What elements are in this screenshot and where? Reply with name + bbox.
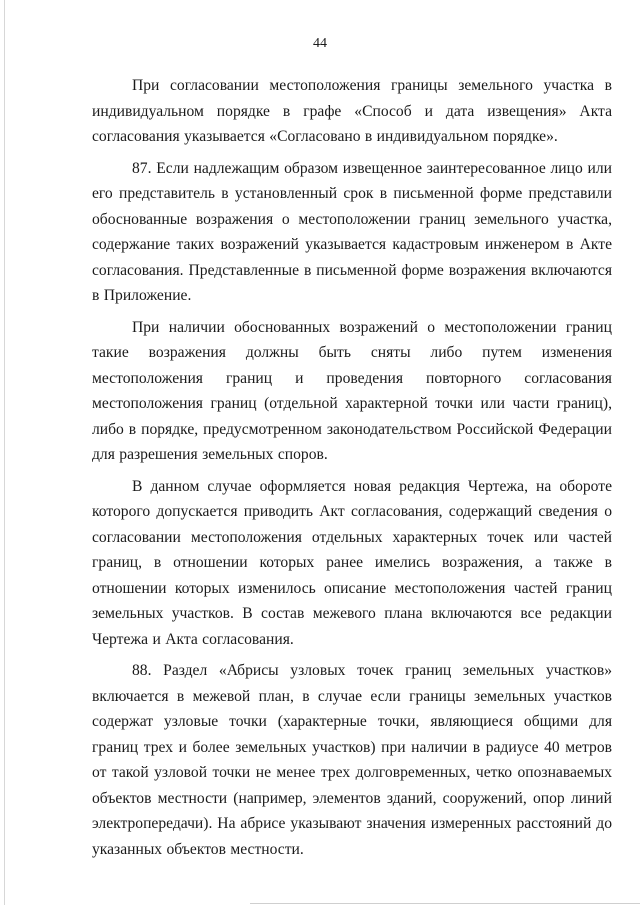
paragraph-87: 87. Если надлежащим образом извещенное заинтересованное лицо или его представитель в установленный срок в письменной форме представили обоснованные возражения о местоположении границ земельного участка, содержание таких возражений указывается кадастровым инженером в Акте согласования. Представленные в письменной форме возражения включаются в Приложение. [92, 159, 612, 304]
paragraph-new-drawing: В данном случае оформляется новая редакция Чертежа, на обороте которого допускается приводить Акт согласования, содержащий сведения о согласовании местоположения отдельных характерных точек или частей границ, в отношении которых ранее имелись возражения, а также в отношении которых изменилось описание местоположения частей границ земельных участков. В состав межевого плана включаются все редакции Чертежа и Акта согласования. [92, 477, 612, 648]
scan-edge-left [4, 0, 5, 905]
page-number: 44 [313, 36, 327, 51]
scan-edge-bottom [250, 903, 640, 904]
paragraph-88: 88. Раздел «Абрисы узловых точек границ земельных участков» включается в межевой план, в случае если границы земельных участков содержат узловые точки (характерные точки, являющиеся общими для границ трех и более земельных участков) при наличии в радиусе 40 метров от такой узловой точки не менее трех долговременных, четко опознаваемых объектов местности (например, элементов зданий, сооружений, опор линий электропередачи). На абрисе указывают значения измеренных расстояний до указанных объектов местности. [92, 662, 612, 858]
document-body [92, 73, 612, 862]
paragraph-individual-approval: При согласовании местоположения границы земельного участка в индивидуальном порядке в графе «Способ и дата извещения» Акта согласования указывается «Согласовано в индивидуальном порядке». [92, 77, 612, 145]
paragraph-objections: При наличии обоснованных возражений о местоположении границ такие возражения должны быть сняты либо путем изменения местоположения границ и проведения повторного согласования местоположения границ (отдельной характерной точки или части границ), либо в порядке, предусмотренном законодательством Российской Федерации для разрешения земельных споров. [92, 318, 612, 463]
